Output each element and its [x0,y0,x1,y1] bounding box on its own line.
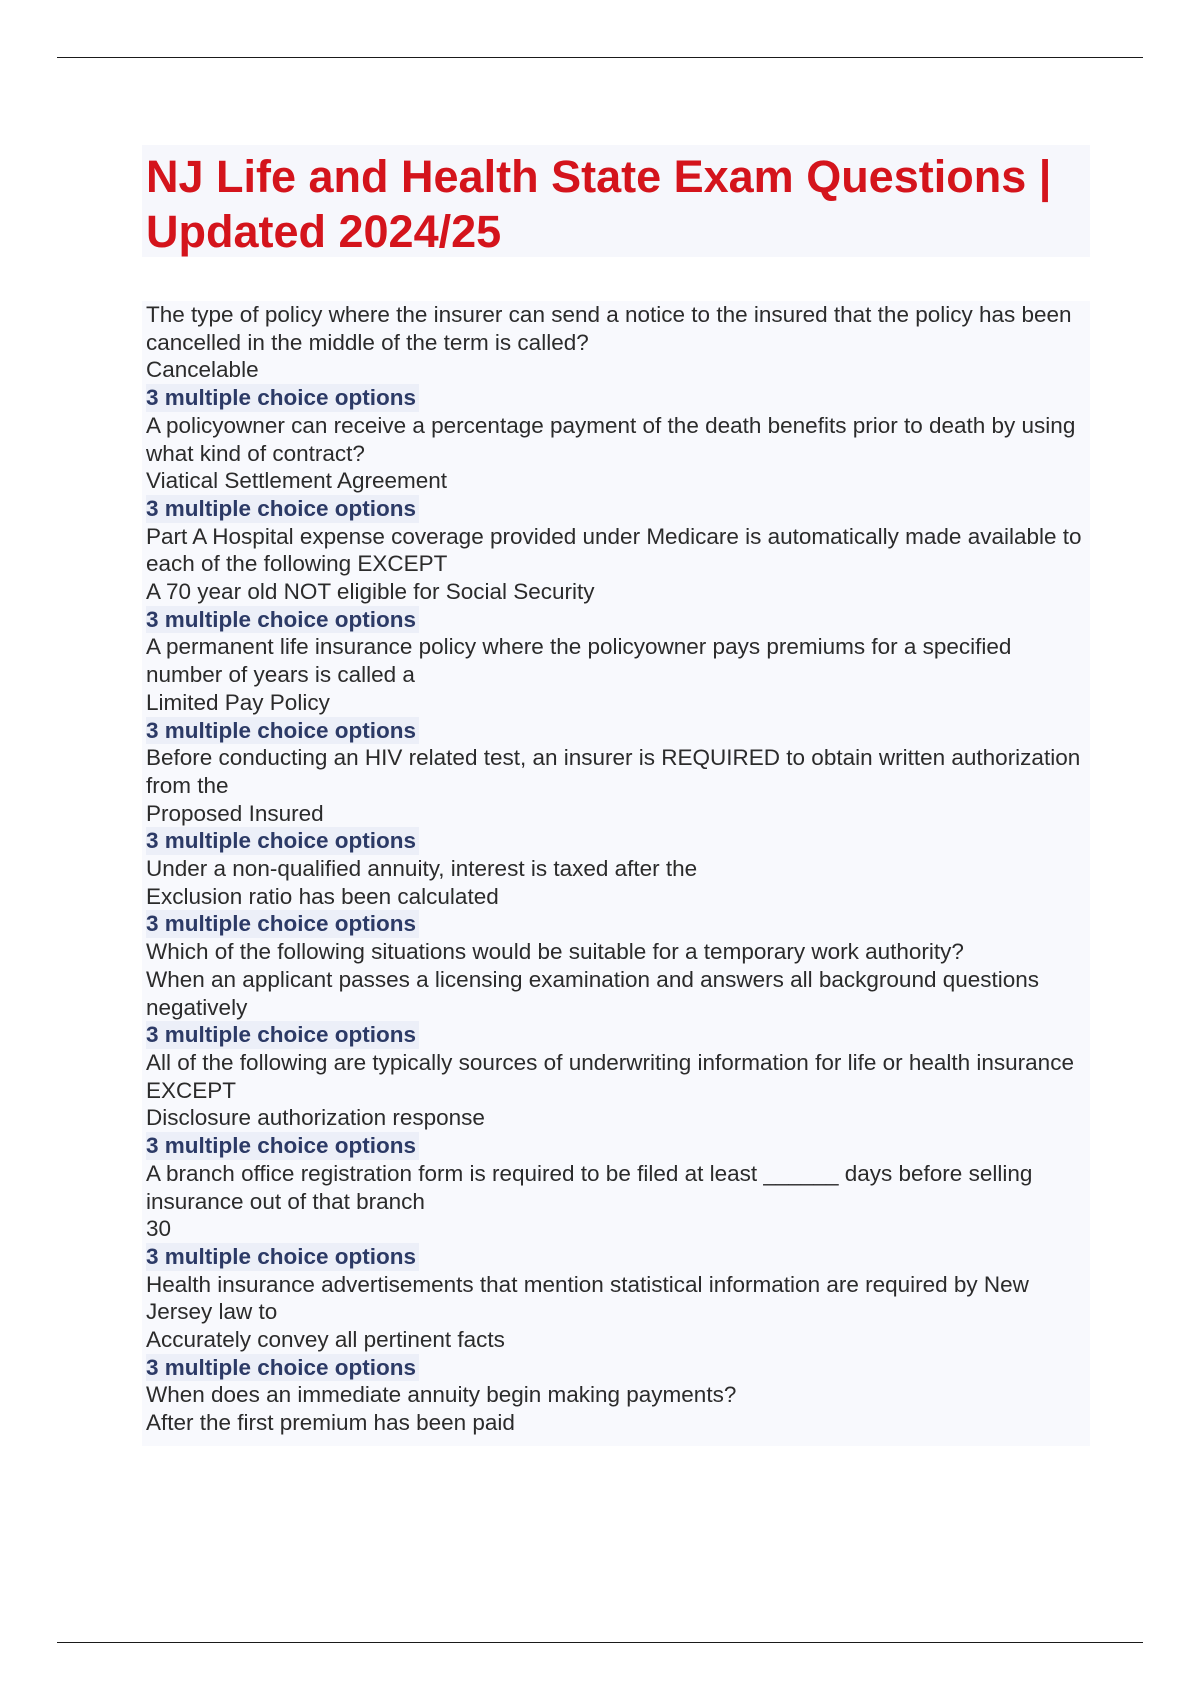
options-label: 3 multiple choice options [146,827,419,855]
question-text: Part A Hospital expense coverage provided under Medicare is automatically made available to each of the following EXCEPT [146,523,1082,577]
qa-item [146,633,1090,744]
options-label: 3 multiple choice options [146,910,419,938]
qa-item [146,1271,1090,1382]
options-label: 3 multiple choice options [146,1243,419,1271]
options-label: 3 multiple choice options [146,606,419,634]
answer-text: Limited Pay Policy [146,689,330,715]
options-label: 3 multiple choice options [146,1354,419,1382]
options-label: 3 multiple choice options [146,495,419,523]
footer-rule [57,1642,1143,1643]
question-text: Under a non-qualified annuity, interest is taxed after the [146,856,698,882]
answer-text: A 70 year old NOT eligible for Social Security [146,579,595,605]
question-text: Which of the following situations would be suitable for a temporary work authority? [146,939,964,965]
question-text: All of the following are typically sources of underwriting information for life or health insurance EXCEPT [146,1049,1074,1103]
answer-text: Cancelable [146,357,259,383]
qa-item [146,855,1090,938]
answer-text: Proposed Insured [146,800,324,826]
qa-content [142,301,1090,1446]
question-text: A permanent life insurance policy where the policyowner pays premiums for a specified number of years is called a [146,634,1012,688]
answer-text: Viatical Settlement Agreement [146,468,448,494]
question-text: When does an immediate annuity begin making payments? [146,1382,737,1408]
qa-item [146,744,1090,855]
options-label: 3 multiple choice options [146,1132,419,1160]
answer-text: Disclosure authorization response [146,1105,485,1131]
answer-text: 30 [146,1216,172,1242]
answer-text: Exclusion ratio has been calculated [146,883,499,909]
question-text: A policyowner can receive a percentage payment of the death benefits prior to death by using what kind of contract? [146,412,1076,466]
header-rule [57,57,1143,58]
document-title: NJ Life and Health State Exam Questions | Updated 2024/25 [146,151,1052,257]
qa-item [146,412,1090,523]
qa-item [146,523,1090,634]
question-text: Health insurance advertisements that mention statistical information are required by New Jersey law to [146,1271,1029,1325]
answer-text: After the first premium has been paid [146,1410,515,1436]
answer-text: Accurately convey all pertinent facts [146,1327,505,1353]
qa-item [146,301,1090,412]
question-text: A branch office registration form is required to be filed at least ______ days before selling insurance out of that branch [146,1160,1033,1214]
qa-item [146,1160,1090,1271]
question-text: Before conducting an HIV related test, an insurer is REQUIRED to obtain written authorization from the [146,745,1081,798]
title-block [142,145,1090,257]
question-text: The type of policy where the insurer can send a notice to the insured that the policy has been cancelled in the middle of the term is called? [146,302,1072,355]
qa-item [146,938,1090,1049]
qa-item [146,1049,1090,1160]
options-label: 3 multiple choice options [146,1021,419,1049]
answer-text: When an applicant passes a licensing examination and answers all background questions negatively [146,966,1040,1020]
options-label: 3 multiple choice options [146,384,419,412]
qa-item [146,1381,1090,1436]
options-label: 3 multiple choice options [146,717,419,745]
qa-list [142,301,1090,1437]
